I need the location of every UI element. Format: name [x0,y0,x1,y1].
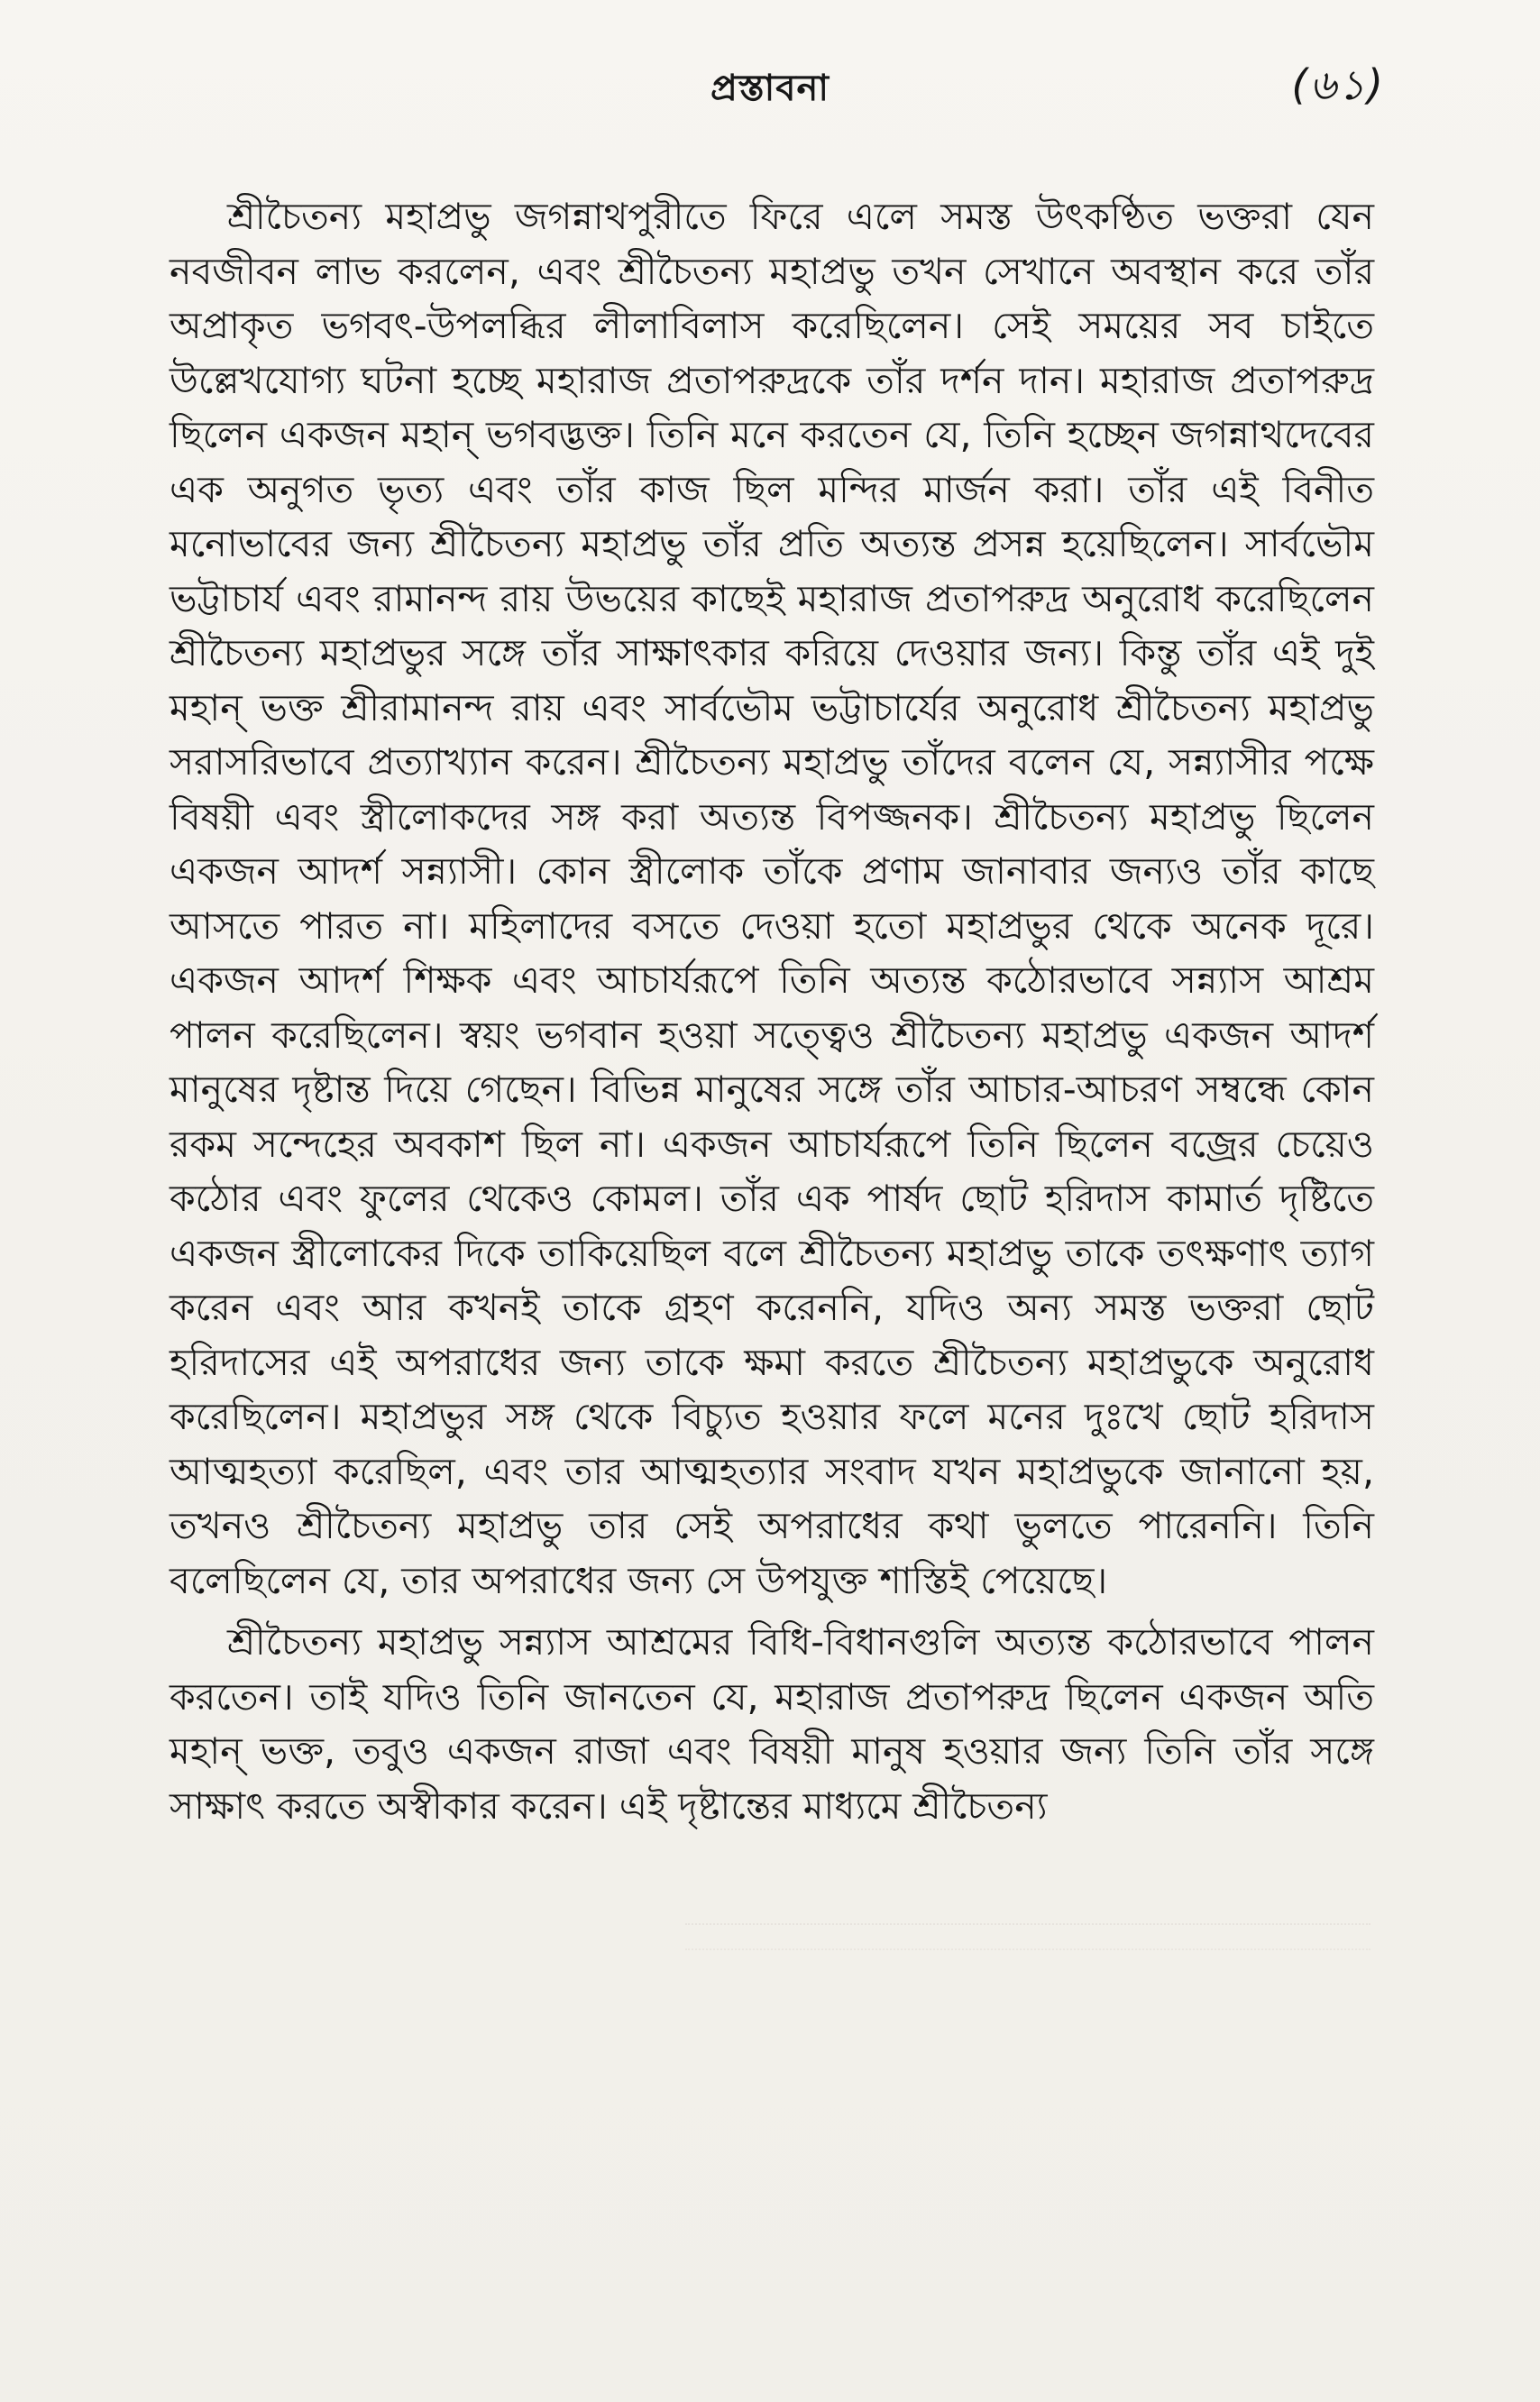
running-title: প্রস্তাবনা [710,68,830,109]
body-text [170,189,1374,2353]
bleed-through-mark [685,1923,1370,1950]
paragraph-1: শ্রীচৈতন্য মহাপ্রভু জগন্নাথপুরীতে ফিরে এলে সমস্ত উৎকণ্ঠিত ভক্তরা যেন নবজীবন লাভ করলেন, এবং শ্রীচৈতন্য মহাপ্রভু তখন সেখানে অবস্থান করে তাঁর অপ্রাকৃত ভগবৎ-উপলব্ধির লীলাবিলাস করেছিলেন। সেই সময়ের সব চাইতে উল্লেখযোগ্য ঘটনা হচ্ছে মহারাজ প্রতাপরুদ্রকে তাঁর দর্শন দান। মহারাজ প্রতাপরুদ্র ছিলেন একজন মহান্ ভগবদ্ভক্ত। তিনি মনে করতেন যে, তিনি হচ্ছেন জগন্নাথদেবের এক অনুগত ভৃত্য এবং তাঁর কাজ ছিল মন্দির মার্জন করা। তাঁর এই বিনীত মনোভাবের জন্য শ্রীচৈতন্য মহাপ্রভু তাঁর প্রতি অত্যন্ত প্রসন্ন হয়েছিলেন। সার্বভৌম ভট্টাচার্য এবং রামানন্দ রায় উভয়ের কাছেই মহারাজ প্রতাপরুদ্র অনুরোধ করেছিলেন শ্রীচৈতন্য মহাপ্রভুর সঙ্গে তাঁর সাক্ষাৎকার করিয়ে দেওয়ার জন্য। কিন্তু তাঁর এই দুই মহান্ ভক্ত শ্রীরামানন্দ রায় এবং সার্বভৌম ভট্টাচার্যের অনুরোধ শ্রীচৈতন্য মহাপ্রভু সরাসরিভাবে প্রত্যাখ্যান করেন। শ্রীচৈতন্য মহাপ্রভু তাঁদের বলেন যে, সন্ন্যাসীর পক্ষে বিষয়ী এবং স্ত্রীলোকদের সঙ্গ করা অত্যন্ত বিপজ্জনক। শ্রীচৈতন্য মহাপ্রভু ছিলেন একজন আদর্শ সন্ন্যাসী। কোন স্ত্রীলোক তাঁকে প্রণাম জানাবার জন্যও তাঁর কাছে আসতে পারত না। মহিলাদের বসতে দেওয়া হতো মহাপ্রভুর থেকে অনেক দূরে। একজন আদর্শ শিক্ষক এবং আচার্যরূপে তিনি অত্যন্ত কঠোরভাবে সন্ন্যাস আশ্রম পালন করেছিলেন। স্বয়ং ভগবান হওয়া সত্ত্বেও শ্রীচৈতন্য মহাপ্রভু একজন আদর্শ মানুষের দৃষ্টান্ত দিয়ে গেছেন। বিভিন্ন মানুষের সঙ্গে তাঁর আচার-আচরণ সম্বন্ধে কোন রকম সন্দেহের অবকাশ ছিল না। একজন আচার্যরূপে তিনি ছিলেন বজ্রের চেয়েও কঠোর এবং ফুলের থেকেও কোমল। তাঁর এক পার্ষদ ছোট হরিদাস কামার্ত দৃষ্টিতে একজন স্ত্রীলোকের দিকে তাকিয়েছিল বলে শ্রীচৈতন্য মহাপ্রভু তাকে তৎক্ষণাৎ ত্যাগ করেন এবং আর কখনই তাকে গ্রহণ করেননি, যদিও অন্য সমস্ত ভক্তরা ছোট হরিদাসের এই অপরাধের জন্য তাকে ক্ষমা করতে শ্রীচৈতন্য মহাপ্রভুকে অনুরোধ করেছিলেন। মহাপ্রভুর সঙ্গ থেকে বিচ্যুত হওয়ার ফলে মনের দুঃখে ছোট হরিদাস আত্মহত্যা করেছিল, এবং তার আত্মহত্যার সংবাদ যখন মহাপ্রভুকে জানানো হয়, তখনও শ্রীচৈতন্য মহাপ্রভু তার সেই অপরাধের কথা ভুলতে পারেননি। তিনি বলেছিলেন যে, তার অপরাধের জন্য সে উপযুক্ত শাস্তিই পেয়েছে। [170,195,1374,1602]
page-number: (৬১) [1291,60,1385,109]
paragraph-2: শ্রীচৈতন্য মহাপ্রভু সন্ন্যাস আশ্রমের বিধি-বিধানগুলি অত্যন্ত কঠোরভাবে পালন করতেন। তাই যদিও তিনি জানতেন যে, মহারাজ প্রতাপরুদ্র ছিলেন একজন অতি মহান্ ভক্ত, তবুও একজন রাজা এবং বিষয়ী মানুষ হওয়ার জন্য তিনি তাঁর সঙ্গে সাক্ষাৎ করতে অস্বীকার করেন। এই দৃষ্টান্তের মাধ্যমে শ্রীচৈতন্য [170,1620,1374,1828]
running-header [0,56,1540,119]
